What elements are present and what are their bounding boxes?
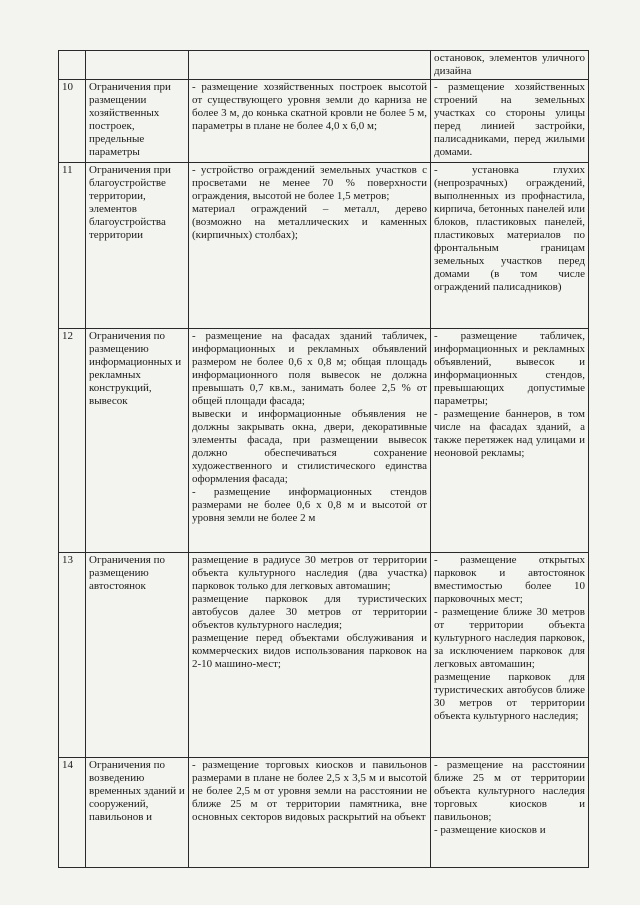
permitted-cell [189,163,431,329]
row-number: 11 [59,163,86,329]
prohibited-text: - размещение на расстоянии ближе 25 м от территории объекта культурного наследия торговых киосков и павильонов; [434,759,585,823]
prohibited-cell [431,758,589,868]
prohibited-text: остановок, элементов уличного дизайна [434,52,585,77]
restriction-name [86,51,189,80]
permitted-text: размещение в радиусе 30 метров от территории объекта культурного наследия (два участка) парковок только для легковых автомашин; [192,554,427,592]
permitted-text: - размещение на фасадах зданий табличек, информационных и рекламных объявлений размером не более 0,6 х 0,8 м; общая площадь информационного поля вывесок не должна превышать 0,7 кв.м., занимать более 2,5 % от общей площади фасада; [192,330,427,407]
row-number: 12 [59,329,86,553]
restriction-name [86,553,189,758]
restriction-name-text: Ограничения по размещению информационных и рекламных конструкций, вывесок [89,330,182,407]
permitted-text: вывески и информационные объявления не должны закрывать окна, двери, декоративные элементы фасада, при размещении вывесок должно обеспечиваться сохранение художественного и стилистического единства оформления фасада; [192,408,427,485]
prohibited-text: - размещение хозяйственных строений на земельных участках со стороны улицы перед линией застройки, палисадниками, перед жилыми домами. [434,81,585,158]
permitted-text: размещение парковок для туристических автобусов далее 30 метров от территории объектов культурного наследия; [192,593,427,631]
restriction-name-text: Ограничения при благоустройстве территории, элементов благоустройства территории [89,164,171,241]
table-row [59,329,589,553]
prohibited-cell [431,51,589,80]
prohibited-text: размещение парковок для туристических автобусов ближе 30 метров от территории объекта культурного наследия; [434,671,585,722]
restriction-name [86,80,189,163]
prohibited-text: - размещение баннеров, в том числе на фасадах зданий, а также перетяжек над улицами и неоновой рекламы; [434,408,585,459]
prohibited-text: - размещение открытых парковок и автостоянок вместимостью более 10 парковочных мест; [434,554,585,605]
table-row [59,51,589,80]
permitted-cell [189,51,431,80]
prohibited-cell [431,553,589,758]
restriction-name [86,758,189,868]
table-row [59,163,589,329]
restriction-name [86,163,189,329]
permitted-text: - размещение торговых киосков и павильонов размерами в плане не более 2,5 х 3,5 м и высотой не более 2,5 м от уровня земли на расстоянии не ближе 25 м от территории памятника, вне основных секторов видовых раскрытий на объект [192,759,427,823]
permitted-cell [189,329,431,553]
permitted-text: - размещение хозяйственных построек высотой от существующего уровня земли до карниза не более 3 м, до конька скатной кровли не более 5 м, параметры в плане не более 4,0 х 6,0 м; [192,81,427,132]
prohibited-text: - установка глухих (непрозрачных) ограждений, выполненных из профнастила, кирпича, бетонных панелей или блоков, пластиковых панелей, пластиковых материалов по фронтальным границам земельных участков перед домами (в том числе ограждений палисадников) [434,164,585,293]
row-number: 14 [59,758,86,868]
regulations-table [58,50,589,868]
restriction-name [86,329,189,553]
prohibited-text: - размещение табличек, информационных и рекламных объявлений, вывесок и информационных стендов, превышающих допустимые параметры; [434,330,585,407]
restriction-name-text: Ограничения по размещению автостоянок [89,554,165,592]
permitted-text: размещение перед объектами обслуживания и коммерческих видов использования парковок на 2-10 машино-мест; [192,632,427,670]
table-row [59,553,589,758]
restriction-name-text: Ограничения при размещении хозяйственных построек, предельные параметры [89,81,171,158]
table-row [59,80,589,163]
row-number: 13 [59,553,86,758]
prohibited-text: - размещение киосков и [434,824,546,836]
permitted-text: - устройство ограждений земельных участков с просветами не менее 70 % поверхности ограждения, высотой не более 1,5 метров; [192,164,427,202]
prohibited-cell [431,163,589,329]
row-number: 10 [59,80,86,163]
permitted-cell [189,553,431,758]
prohibited-text: - размещение ближе 30 метров от территории объекта культурного наследия парковок, за исключением парковок для легковых автомашин; [434,606,585,670]
table-row [59,758,589,868]
permitted-cell [189,758,431,868]
restriction-name-text: Ограничения по возведению временных зданий и сооружений, павильонов и [89,759,185,823]
permitted-cell [189,80,431,163]
permitted-text: - размещение информационных стендов размерами не более 0,6 х 0,8 м и высотой от уровня земли не более 2 м [192,486,427,524]
prohibited-cell [431,329,589,553]
prohibited-cell [431,80,589,163]
permitted-text: материал ограждений – металл, дерево (возможно на металлических и каменных (кирпичных) столбах); [192,203,427,241]
row-number [59,51,86,80]
